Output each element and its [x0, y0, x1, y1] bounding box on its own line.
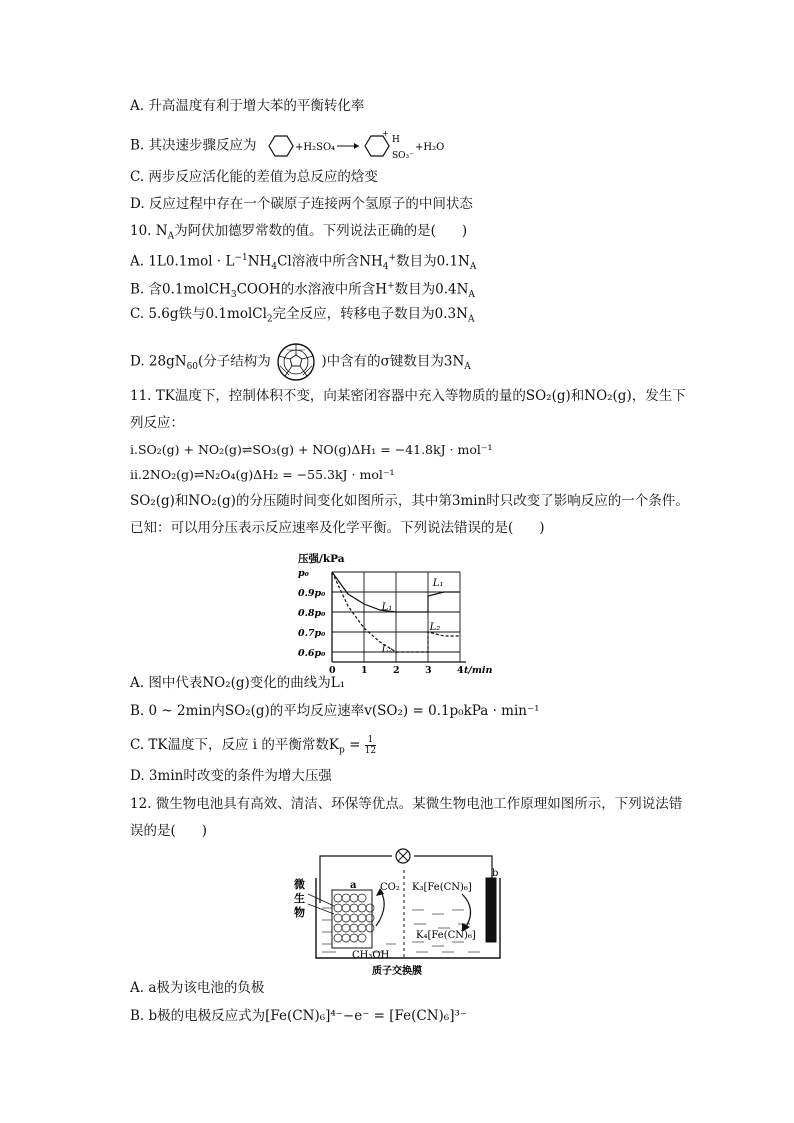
q10-b-part2: COOH的水溶液中所含H [236, 281, 388, 298]
x-tick-label: 2 [393, 665, 400, 676]
q11-option-c [130, 735, 376, 761]
q10-a-part2: NH [247, 253, 272, 270]
q12-stem2-close: ) [201, 823, 208, 839]
x-tick-label: 4 [457, 665, 464, 676]
q10-d-part2: (分子结构为 [198, 353, 271, 370]
q10-option-c [130, 304, 474, 330]
q12-stem2-text: 误的是( [130, 823, 176, 839]
q10-option-a [130, 248, 476, 277]
q10-b-subA: A [468, 290, 475, 301]
q9-option-c: C. 两步反应活化能的差值为总反应的焓变 [130, 169, 378, 185]
svg-text:+: + [381, 129, 389, 138]
q11-option-b: B. 0 ~ 2min内SO₂(g)的平均反应速率v(SO₂) = 0.1p₀kPa · min⁻¹ [130, 703, 540, 719]
q10-a-part1: A. 1L0.1mol · L [130, 253, 235, 270]
q10-stem-text: 为阿伏加德罗常数的值。下列说法正确的是( [174, 223, 436, 239]
q11-description-2 [130, 518, 545, 538]
membrane-label: 质子交换膜 [372, 966, 422, 977]
q11-option-d: D. 3min时改变的条件为增大压强 [130, 768, 332, 784]
series-label-l2: L₂ [429, 622, 441, 633]
svg-text:+H₂SO₄: +H₂SO₄ [294, 142, 335, 153]
q11-c-eq: = [344, 737, 365, 753]
q12-stem-line1: 12. 微生物电池具有高效、清洁、环保等优点。某微生物电池工作原理如图所示，下列说法错 [130, 796, 683, 812]
k3-label: K₃[Fe(CN)₆] [412, 882, 472, 893]
q9-option-a: A. 升高温度有利于增大苯的平衡转化率 [130, 98, 365, 114]
q11-c-fraction [365, 735, 376, 756]
q11-stem-line2: 列反应： [130, 415, 184, 431]
q11-description-1: SO₂(g)和NO₂(g)的分压随时间变化如图所示，其中第3min时只改变了影响反应的一个条件。 [130, 493, 689, 509]
ch3oh-label: CH₃OH [352, 950, 390, 961]
q12-stem-line2 [130, 821, 207, 841]
y-tick-label: 0.8p₀ [298, 608, 326, 619]
microbial-cell-diagram [292, 848, 512, 978]
chart-ticks [298, 568, 493, 676]
svg-text:+H₂O: +H₂O [414, 142, 445, 153]
q10-d-part3: )中含有的σ键数目为3N [321, 353, 465, 370]
q10-na-sub: A [167, 231, 175, 242]
q10-number: 10. [130, 223, 156, 239]
q10-c-part2: 完全反应，转移电子数目为0.3N [272, 306, 468, 322]
q9-option-d: D. 反应过程中存在一个碳原子连接两个氢原子的中间状态 [130, 196, 473, 212]
q10-b-part3: 数目为0.4N [394, 281, 469, 298]
q10-b-supplus: + [387, 281, 395, 291]
x-tick-label: 1 [361, 665, 368, 676]
svg-text:SO₃⁻: SO₃⁻ [391, 151, 414, 161]
q10-c-subA: A [467, 314, 475, 325]
series-label-l1: L₁ [432, 578, 444, 589]
q10-d-subA: A [464, 362, 471, 373]
y-tick-label: 0.7p₀ [298, 628, 326, 639]
q11-stem-line1: 11. TK温度下，控制体积不变，向某密闭容器中充入等物质的量的SO₂(g)和NO₂(g)，发生下 [130, 388, 686, 404]
microbe-label-3: 物 [294, 906, 305, 919]
q11-c-numerator: 1 [365, 735, 376, 746]
series-label-l1-mid: L₁ [381, 602, 393, 613]
y-tick-label: p₀ [298, 568, 309, 579]
k4-label: K₄[Fe(CN)₆] [416, 930, 476, 941]
q10-b-sub3: 3 [230, 290, 237, 301]
series-label-l2-mid: L₂ [381, 644, 393, 655]
electrode-b-label: b [492, 868, 499, 879]
co2-label: CO₂ [380, 882, 400, 893]
q11-c-denominator: 12 [364, 746, 377, 756]
q10-c-sub2: 2 [266, 314, 273, 325]
y-tick-label: 0.9p₀ [298, 588, 326, 599]
q11-option-a: A. 图中代表NO₂(g)变化的曲线为L₁ [130, 675, 346, 691]
q10-a-supplus: + [388, 253, 397, 263]
chart-y-label: 压强/kPa [298, 553, 345, 565]
microbe-label-1: 微 [294, 878, 305, 891]
chart-series-labels [381, 578, 444, 655]
q10-option-d [130, 342, 471, 382]
pressure-time-chart [296, 550, 496, 676]
q11-reaction-1: i.SO₂(g) + NO₂(g)⇌SO₃(g) + NO(g)ΔH₁ = −41.8kJ · mol⁻¹ [130, 442, 493, 457]
microbe-label-2: 生 [294, 892, 305, 905]
q10-a-part4: 数目为0.1N [396, 253, 470, 270]
chart-grid [332, 572, 466, 662]
q9-option-b-prefix: B. 其决速步骤反应为 [130, 137, 257, 154]
q10-c-part1: C. 5.6g铁与0.1molCl [130, 306, 267, 322]
svg-text:H: H [391, 135, 400, 145]
x-axis-label: t/min [464, 665, 493, 676]
benzene-sulfonation-equation [261, 131, 451, 161]
q11-desc2-text: 已知：可以用分压表示反应速率及化学平衡。下列说法错误的是( [130, 520, 514, 536]
q10-a-sub4: 4 [271, 262, 278, 273]
x-tick-label: 3 [425, 665, 432, 676]
q11-reaction-2: ii.2NO₂(g)⇌N₂O₄(g)ΔH₂ = −55.3kJ · mol⁻¹ [130, 467, 395, 482]
q10-d-sub60: 60 [186, 362, 199, 373]
electrode-a-label: a [350, 880, 357, 891]
q12-option-a: A. a极为该电池的负极 [130, 980, 265, 996]
q10-stem [130, 221, 467, 247]
q9-option-b [130, 131, 451, 161]
q11-c-sub: p [339, 745, 345, 756]
q10-a-sub4b: 4 [382, 262, 389, 273]
q10-option-b [130, 276, 475, 305]
x-tick-label: 0 [329, 665, 336, 676]
q10-a-subA: A [469, 262, 477, 273]
q10-a-sup: −1 [234, 253, 248, 263]
q10-a-part3: Cl溶液中所含NH [277, 253, 383, 270]
q11-c-prefix: C. TK温度下，反应 i 的平衡常数K [130, 737, 340, 753]
y-tick-label: 0.6p₀ [298, 648, 326, 659]
c60-fullerene-icon [275, 342, 317, 382]
q12-option-b: B. b极的电极反应式为[Fe(CN)₆]⁴⁻−e⁻ = [Fe(CN)₆]³⁻ [130, 1008, 468, 1024]
q11-desc2-close: ) [539, 520, 545, 536]
q10-d-part1: D. 28gN [130, 353, 187, 370]
q10-b-part1: B. 含0.1molCH [130, 281, 231, 298]
q10-close-paren: ) [461, 223, 468, 239]
q10-na: N [155, 223, 168, 239]
